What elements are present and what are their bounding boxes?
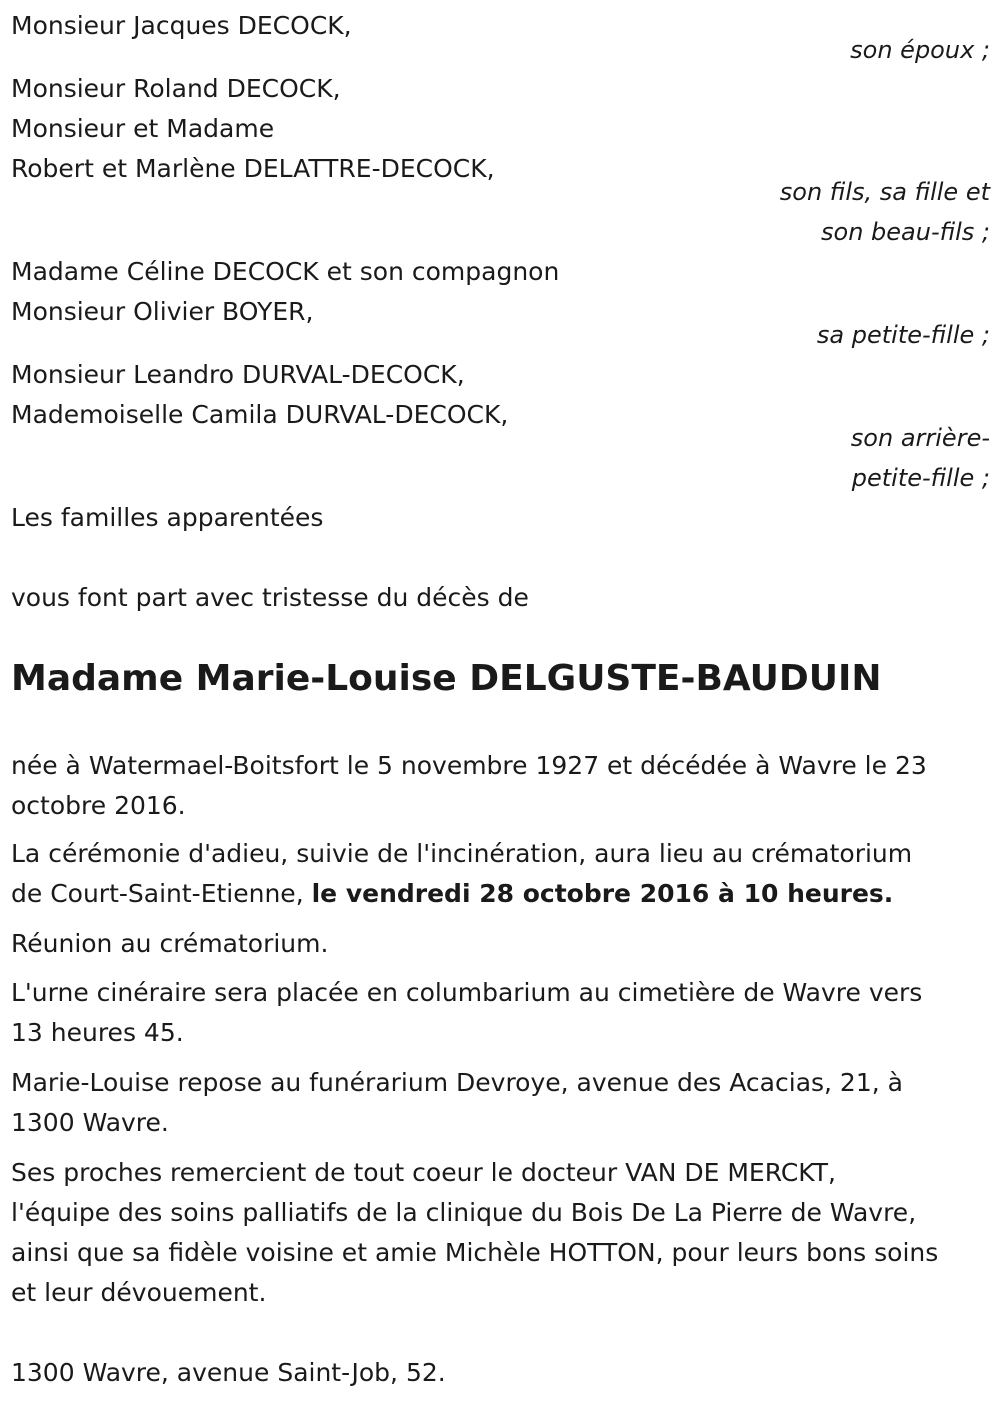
greatgranddaughter-name: Mademoiselle Camila DURVAL-DECOCK, [11,400,509,429]
thanks-line4: et leur dévouement. [11,1278,267,1307]
ceremony-line1: La cérémonie d'adieu, suivie de l'incinération, aura lieu au crématorium [11,839,913,868]
couple-title: Monsieur et Madame [11,114,275,143]
son-name: Monsieur Roland DECOCK, [11,74,341,103]
address-line: 1300 Wavre, avenue Saint-Job, 52. [11,1358,446,1387]
granddaughter-partner: Monsieur Olivier BOYER, [11,297,314,326]
birth-death-line2: octobre 2016. [11,791,186,820]
thanks-line3: ainsi que sa fidèle voisine et amie Michèle HOTTON, pour leurs bons soins [11,1238,939,1267]
relatives-line: Les familles apparentées [11,503,324,532]
spouse-relation: son époux ; [850,36,990,64]
meeting-line: Réunion au crématorium. [11,929,329,958]
birth-death-line1: née à Watermael-Boitsfort le 5 novembre 1927 et décédée à Wavre le 23 [11,751,927,780]
ceremony-line2 [11,878,893,910]
thanks-line2: l'équipe des soins palliatifs de la clinique du Bois De La Pierre de Wavre, [11,1198,917,1227]
deceased-name-heading: Madame Marie-Louise DELGUSTE-BAUDUIN [11,658,882,699]
greatgrandson-name: Monsieur Leandro DURVAL-DECOCK, [11,360,465,389]
thanks-line1: Ses proches remercient de tout coeur le docteur VAN DE MERCKT, [11,1158,836,1187]
granddaughter-relation: sa petite-fille ; [816,321,990,349]
spouse-name: Monsieur Jacques DECOCK, [11,11,352,40]
urn-line1: L'urne cinéraire sera placée en columbarium au cimetière de Wavre vers [11,978,923,1007]
granddaughter-name: Madame Céline DECOCK et son compagnon [11,257,560,286]
rest-line1: Marie-Louise repose au funérarium Devroye, avenue des Acacias, 21, à [11,1068,903,1097]
announcement-line: vous font part avec tristesse du décès de [11,583,529,612]
ceremony-place: de Court-Saint-Etienne, [11,879,312,908]
children-relation-line1: son fils, sa fille et [779,178,990,206]
greatgrand-relation-line1: son arrière- [850,424,990,452]
couple-names: Robert et Marlène DELATTRE-DECOCK, [11,154,495,183]
rest-line2: 1300 Wavre. [11,1108,169,1137]
ceremony-datetime: le vendredi 28 octobre 2016 à 10 heures. [311,879,894,908]
greatgrand-relation-line2: petite-fille ; [851,464,990,492]
children-relation-line2: son beau-fils ; [821,218,990,246]
urn-line2: 13 heures 45. [11,1018,184,1047]
